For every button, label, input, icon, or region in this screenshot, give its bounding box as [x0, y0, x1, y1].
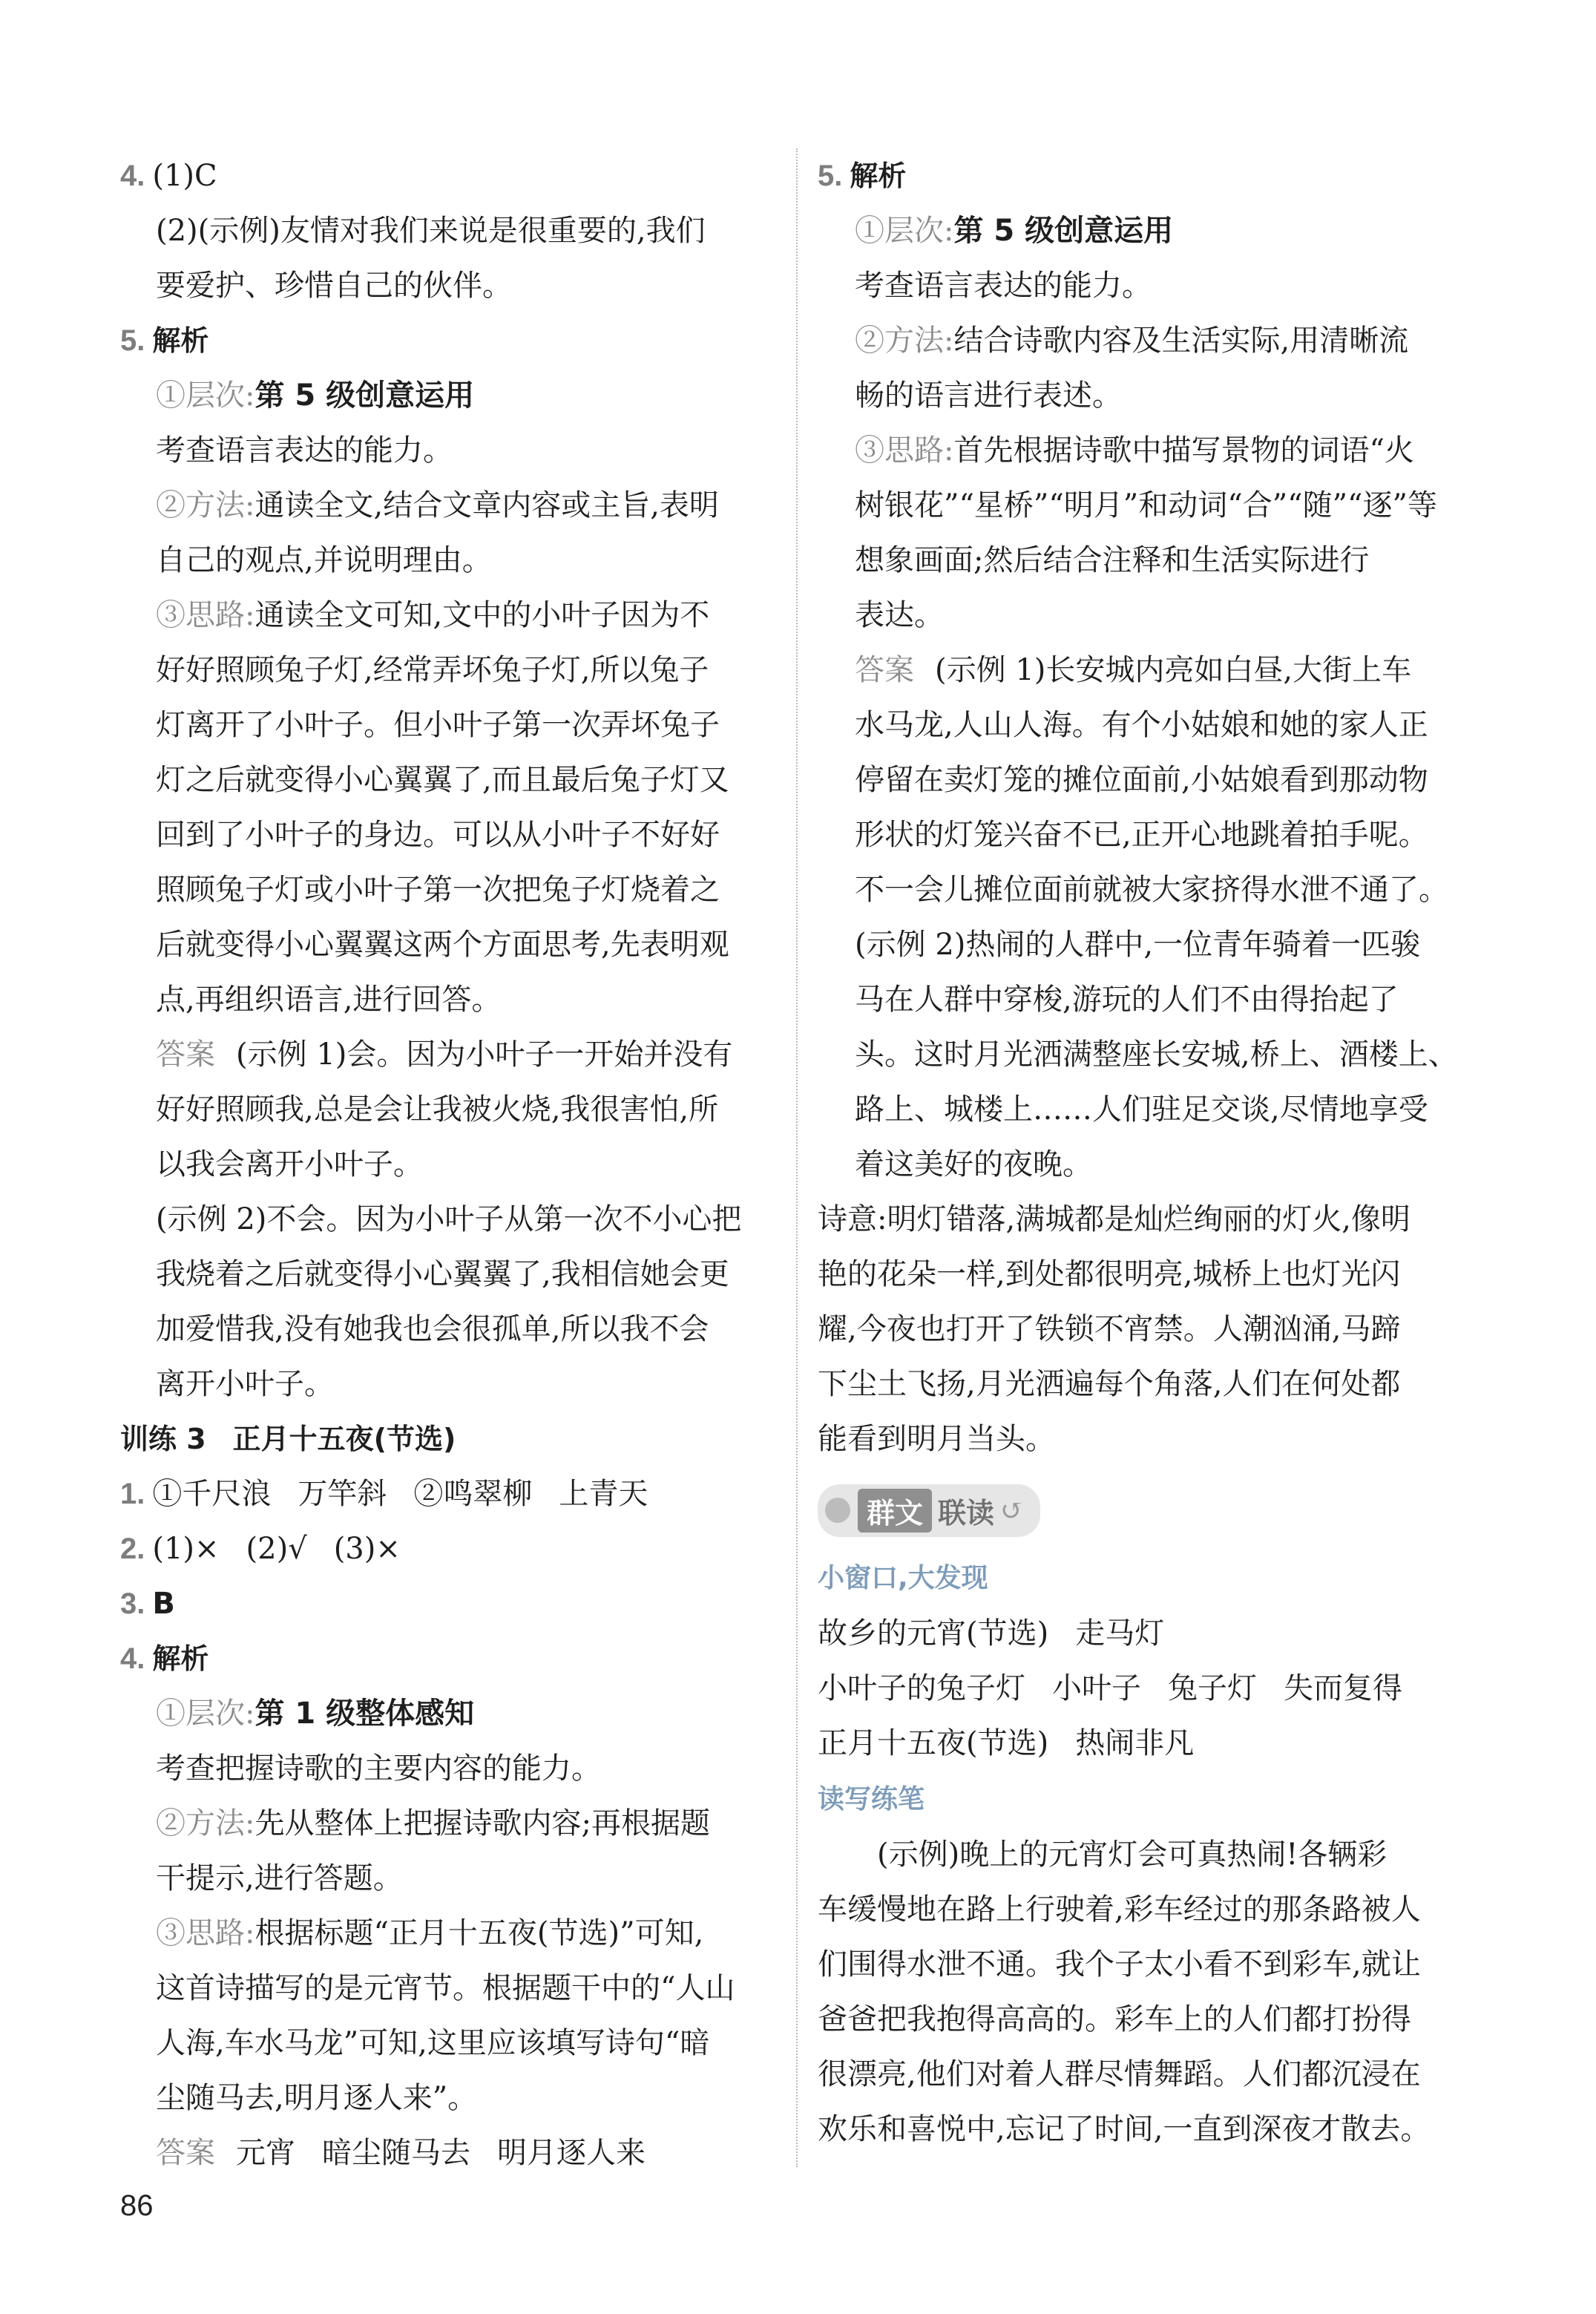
group-1-b: 走马灯	[1075, 1616, 1165, 1651]
level-label: ①层次:	[855, 214, 954, 248]
t-q4-text: 这首诗描写的是元宵节。根据题干中的“人山	[156, 1971, 735, 2005]
answer-b: 暗尘随马去	[322, 2136, 470, 2170]
r-text: 路上、城楼上……人们驻足交谈,尽情地享受	[855, 1092, 1428, 1127]
t-q1-b: 万竿斜	[298, 1477, 387, 1511]
group-2-a: 小叶子的兔子灯	[818, 1671, 1025, 1705]
q4-answer-2: (2)(示例)友情对我们来说是很重要的,我们	[156, 214, 706, 248]
r-level	[818, 203, 1478, 258]
badge-text-a: 群文	[858, 1489, 932, 1533]
q5-text: 灯离开了小叶子。但小叶子第一次弄坏兔子	[156, 708, 720, 742]
group-3-b: 热闹非凡	[1075, 1726, 1195, 1760]
t-q3-number: 3.	[120, 1587, 145, 1620]
idea-text: 首先根据诗歌中描写景物的词语“火	[953, 433, 1414, 468]
r-text: 不一会儿摊位面前就被大家挤得水泄不通了。	[855, 873, 1448, 907]
r-text: 树银花”“星桥”“明月”和动词“合”“随”“逐”等	[855, 488, 1437, 522]
q5-text: 以我会离开小叶子。	[156, 1147, 423, 1181]
q4-line	[120, 148, 773, 203]
idea-text: 根据标题“正月十五夜(节选)”可知,	[254, 1916, 704, 1950]
q5-text: 我烧着之后就变得小心翼翼了,我相信她会更	[156, 1257, 729, 1291]
t-q2	[120, 1521, 773, 1576]
t-q1-c: ②鸣翠柳	[413, 1477, 533, 1511]
t-q4-level	[120, 1686, 773, 1741]
r-text: 头。这时月光洒满整座长安城,桥上、酒楼上、	[855, 1038, 1458, 1072]
q5-text: 考查语言表达的能力。	[156, 433, 453, 468]
badge-dot-icon	[825, 1498, 850, 1523]
method-text: 先从整体上把握诗歌内容;再根据题	[254, 1806, 710, 1841]
writing-text: (示例)晚上的元宵灯会可真热闹!各辆彩	[877, 1838, 1388, 1872]
idea-label: ③思路:	[156, 598, 255, 632]
answer-label: 答案	[156, 1038, 215, 1072]
r-text: 停留在卖灯笼的摊位面前,小姑娘看到那动物	[855, 763, 1428, 797]
r-q5-analysis-title: 解析	[850, 160, 907, 192]
r-answer	[818, 643, 1478, 698]
idea-label: ③思路:	[855, 433, 954, 468]
column-divider	[796, 148, 799, 2167]
t-q4-answer	[120, 2125, 773, 2180]
q5-text: 灯之后就变得小心翼翼了,而且最后兔子灯又	[156, 763, 729, 797]
r-text: 考查语言表达的能力。	[855, 269, 1152, 303]
r-text: 表达。	[855, 598, 944, 632]
level-text: 第 1 级整体感知	[254, 1697, 475, 1731]
q4-number: 4.	[120, 160, 145, 192]
swirl-icon: ↺	[1000, 1494, 1024, 1527]
t-q2-c: (3)×	[333, 1532, 401, 1566]
t-q4-text: 考查把握诗歌的主要内容的能力。	[156, 1751, 601, 1786]
group-2-d: 失而复得	[1284, 1671, 1402, 1705]
discovery-title: 小窗口,大发现	[818, 1563, 988, 1593]
q5-answer	[120, 1027, 773, 1082]
poem-meaning: 诗意:明灯错落,满城都是灿烂绚丽的灯火,像明	[818, 1202, 1411, 1236]
method-text: 通读全文,结合文章内容或主旨,表明	[254, 488, 719, 522]
level-text: 第 5 级创意运用	[953, 214, 1174, 248]
r-q5-number: 5.	[818, 160, 843, 192]
q5-text: 加爱惜我,没有她我也会很孤单,所以我不会	[156, 1312, 709, 1346]
training-label: 训练 3	[120, 1423, 206, 1455]
group-1-a: 故乡的元宵(节选)	[818, 1616, 1049, 1651]
r-text: 水马龙,人山人海。有个小姑娘和她的家人正	[855, 708, 1428, 742]
group-2-b: 小叶子	[1052, 1671, 1141, 1705]
level-label: ①层次:	[156, 378, 255, 413]
q5-text: 后就变得小心翼翼这两个方面思考,先表明观	[156, 928, 729, 962]
q4-answer-1: (1)C	[152, 159, 217, 193]
writing-title: 读写练笔	[818, 1784, 925, 1815]
r-q5-heading	[818, 148, 1478, 203]
writing-heading	[818, 1771, 1478, 1827]
method-label: ②方法:	[156, 488, 255, 522]
r-idea	[818, 423, 1478, 478]
training-name: 正月十五夜(节选)	[232, 1423, 456, 1455]
poem-meaning: 能看到明月当头。	[818, 1422, 1055, 1456]
poem-meaning: 艳的花朵一样,到处都很明亮,城桥上也灯光闪	[818, 1257, 1401, 1291]
q5-text: 好好照顾我,总是会让我被火烧,我很害怕,所	[156, 1092, 719, 1127]
t-q1	[120, 1466, 773, 1521]
t-q2-b: (2)√	[246, 1532, 307, 1566]
group-row	[818, 1606, 1478, 1661]
writing-text: 爸爸把我抱得高高的。彩车上的人们都打扮得	[818, 2002, 1411, 2036]
q5-text: 点,再组织语言,进行回答。	[156, 983, 502, 1017]
t-q3	[120, 1576, 773, 1631]
r-text: (示例 2)热闹的人群中,一位青年骑着一匹骏	[855, 928, 1421, 962]
writing-text: 欢乐和喜悦中,忘记了时间,一直到深夜才散去。	[818, 2112, 1431, 2146]
t-q4-analysis-title: 解析	[152, 1642, 209, 1675]
writing-text: 车缓慢地在路上行驶着,彩车经过的那条路被人	[818, 1892, 1421, 1927]
q5-text: 自己的观点,并说明理由。	[156, 543, 492, 577]
idea-label: ③思路:	[156, 1916, 255, 1950]
t-q2-a: (1)×	[152, 1532, 220, 1566]
idea-text: 通读全文可知,文中的小叶子因为不	[254, 598, 710, 632]
t-q4-number: 4.	[120, 1642, 145, 1675]
answer-text: (示例 1)会。因为小叶子一开始并没有	[236, 1038, 733, 1072]
t-q4-idea	[120, 1906, 773, 1961]
q5-heading	[120, 313, 773, 368]
answer-label: 答案	[855, 653, 914, 687]
t-q4-method	[120, 1796, 773, 1851]
training-3-title	[120, 1412, 773, 1466]
answer-label: 答案	[156, 2136, 215, 2170]
group-row	[818, 1716, 1478, 1771]
badge-text-b: 联读	[938, 1496, 995, 1530]
group-reading-badge	[818, 1477, 1478, 1544]
r-text: 马在人群中穿梭,游玩的人们不由得抬起了	[855, 983, 1399, 1017]
t-q4-text: 尘随马去,明月逐人来”。	[156, 2081, 478, 2115]
discovery-heading	[818, 1550, 1478, 1606]
t-q4-heading	[120, 1631, 773, 1686]
q5-number: 5.	[120, 324, 145, 357]
writing-text: 很漂亮,他们对着人群尽情舞蹈。人们都沉浸在	[818, 2057, 1421, 2091]
method-label: ②方法:	[156, 1806, 255, 1841]
q5-method	[120, 478, 773, 533]
answer-text: (示例 1)长安城内亮如白昼,大街上车	[935, 653, 1412, 687]
r-method	[818, 313, 1478, 368]
t-q3-answer: B	[152, 1587, 175, 1621]
method-label: ②方法:	[855, 324, 954, 358]
poem-meaning: 耀,今夜也打开了铁锁不宵禁。人潮汹涌,马蹄	[818, 1312, 1401, 1346]
t-q4-text: 干提示,进行答题。	[156, 1861, 403, 1895]
t-q1-d: 上青天	[559, 1477, 648, 1511]
q5-level	[120, 368, 773, 423]
q5-analysis-title: 解析	[152, 324, 209, 357]
writing-text: 们围得水泄不通。我个子太小看不到彩车,就让	[818, 1947, 1421, 1982]
answer-a: 元宵	[236, 2136, 295, 2170]
t-q1-number: 1.	[120, 1478, 145, 1510]
q5-text: 回到了小叶子的身边。可以从小叶子不好好	[156, 818, 720, 852]
group-2-c: 兔子灯	[1168, 1671, 1257, 1705]
q5-text: (示例 2)不会。因为小叶子从第一次不小心把	[156, 1202, 742, 1236]
t-q1-a: ①千尺浪	[152, 1477, 272, 1511]
poem-meaning: 下尘土飞扬,月光洒遍每个角落,人们在何处都	[818, 1367, 1401, 1401]
badge-container	[818, 1484, 1040, 1537]
r-text: 着这美好的夜晚。	[855, 1147, 1092, 1181]
q5-text: 离开小叶子。	[156, 1367, 334, 1401]
right-column	[818, 148, 1478, 2157]
q4-answer-2-cont: 要爱护、珍惜自己的伙伴。	[156, 269, 512, 303]
t-q4-text: 人海,车水马龙”可知,这里应该填写诗句“暗	[156, 2026, 710, 2060]
q5-idea	[120, 588, 773, 643]
group-row	[818, 1661, 1478, 1716]
group-3-a: 正月十五夜(节选)	[818, 1726, 1049, 1760]
q5-text: 好好照顾兔子灯,经常弄坏兔子灯,所以兔子	[156, 653, 709, 687]
page-number: 86	[120, 2189, 154, 2222]
level-text: 第 5 级创意运用	[254, 378, 475, 413]
answer-c: 明月逐人来	[497, 2136, 646, 2170]
r-text: 畅的语言进行表述。	[855, 378, 1122, 413]
left-column	[120, 148, 773, 2180]
level-label: ①层次:	[156, 1697, 255, 1731]
q5-text: 照顾兔子灯或小叶子第一次把兔子灯烧着之	[156, 873, 720, 907]
t-q2-number: 2.	[120, 1533, 145, 1565]
r-text: 形状的灯笼兴奋不已,正开心地跳着拍手呢。	[855, 818, 1428, 852]
r-text: 想象画面;然后结合注释和生活实际进行	[855, 543, 1370, 577]
method-text: 结合诗歌内容及生活实际,用清晰流	[953, 324, 1409, 358]
